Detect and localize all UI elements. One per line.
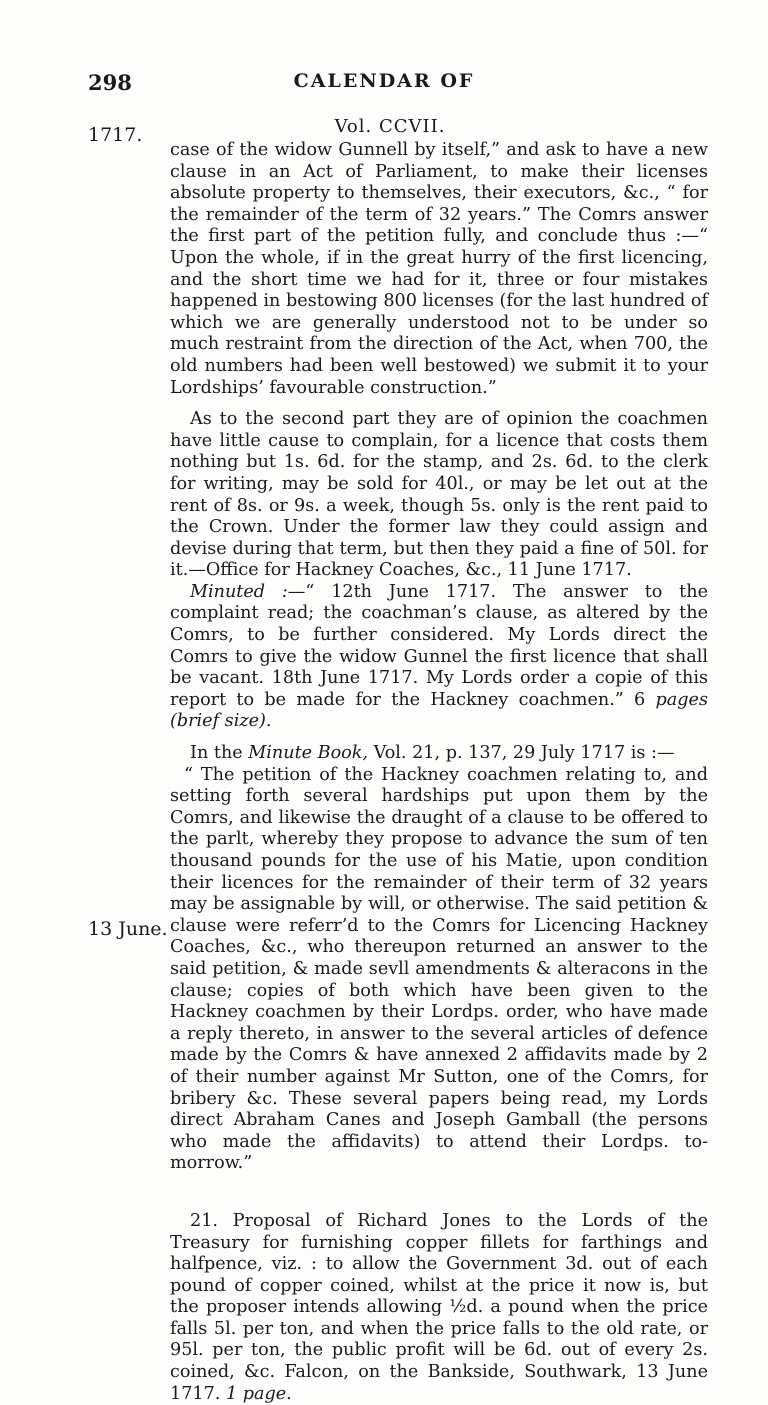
minute-book-title: Minute Book, xyxy=(248,743,369,764)
proposal-text: 21. Proposal of Richard Jones to the Lords of the Treasury for furnishing copper fillets for farthings and halfpence, viz. : to allow the Government 3d. out of each pound of copper coined, whilst at the price it now is, but the proposer intends allowing ½d. a pound when the price falls 5l. per ton, and when the price falls to the old rate, or 95l. per ton, the public profit will be 6d. out of every 2s. coined, &c. Falcon, on the Bankside, Southwark, 13 June 1717. xyxy=(170,1210,708,1404)
paragraph-minute-book-ref xyxy=(170,743,708,765)
paragraph-minute-quote: “ The petition of the Hackney coachmen relating to, and setting forth several hardships put upon them by the Comrs, and likewise the draught of a clause to be offered to the parlt, whereby they propose to advance the sum of ten thousand pounds for the use of his Matie, upon condition their licences for the remainder of their term of 32 years may be assignable by will, or otherwise. The said petition & clause were referr’d to the Comrs for Licencing Hackney Coaches, &c., who thereupon returned an answer to the said petition, & made sevll amendments & alteracons in the clause; copies of both which have been given to the Hackney coachmen by their Lordps. order, who have made a reply thereto, in answer to the several articles of defence made by the Comrs & have annexed 2 affidavits made by 2 of their number against Mr Sutton, one of the Comrs, for bribery &c. These several papers being read, my Lords direct Abraham Canes and Joseph Gamball (the persons who made the affidavits) to attend their Lordps. to-morrow.” xyxy=(170,764,708,1174)
page-number: 298 xyxy=(88,70,132,95)
volume-heading: Vol. CCVII. xyxy=(334,116,446,137)
paragraph-minuted xyxy=(170,582,708,733)
minuted-pages: pages (brief size). xyxy=(170,689,709,732)
minute-book-prefix: In the xyxy=(190,743,249,764)
margin-date: 13 June. xyxy=(88,918,168,940)
running-title: CALENDAR OF xyxy=(293,70,475,92)
proposal-pages: 1 page. xyxy=(225,1383,292,1404)
main-text xyxy=(170,140,708,1405)
minuted-text: “ 12th June 1717. The answer to the complaint read; the coachman’s clause, as altered by the Comrs, to be further considered. My Lords direct the Comrs to give the widow Gunnel the first licence that shall be vacant. 18th June 1717. My Lords order a copie of this report to be made for the Hackney coachmen.” 6 xyxy=(170,581,708,710)
paragraph-petition-answer: case of the widow Gunnell by itself,” and ask to have a new clause in an Act of Parliament, to make their licenses absolute property to themselves, their executors, &c., “ for the remainder of the term of 32 years.” The Comrs answer the first part of the petition fully, and conclude thus :—“ Upon the whole, if in the great hurry of the first licencing, and the short time we had for it, three or four mistakes happened in bestowing 800 licenses (for the last hundred of which we are generally understood not to be under so much restraint from the direction of the Act, when 700, the old numbers had been well bestowed) we submit it to your Lordships’ favourable construction.” xyxy=(170,140,708,398)
margin-year: 1717. xyxy=(88,124,143,146)
paragraph-second-part: As to the second part they are of opinion the coachmen have little cause to complain, for a licence that costs them nothing but 1s. 6d. for the stamp, and 2s. 6d. to the clerk for writing, may be sold for 40l., or may be let out at the rent of 8s. or 9s. a week, though 5s. only is the rent paid to the Crown. Under the former law they could assign and devise during that term, but then they paid a fine of 50l. for it.—Office for Hackney Coaches, &c., 11 June 1717. xyxy=(170,409,708,581)
paragraph-proposal-21 xyxy=(170,1211,708,1405)
minute-book-suffix: Vol. 21, p. 137, 29 July 1717 is :— xyxy=(368,743,675,764)
minuted-label: Minuted :— xyxy=(190,581,306,602)
